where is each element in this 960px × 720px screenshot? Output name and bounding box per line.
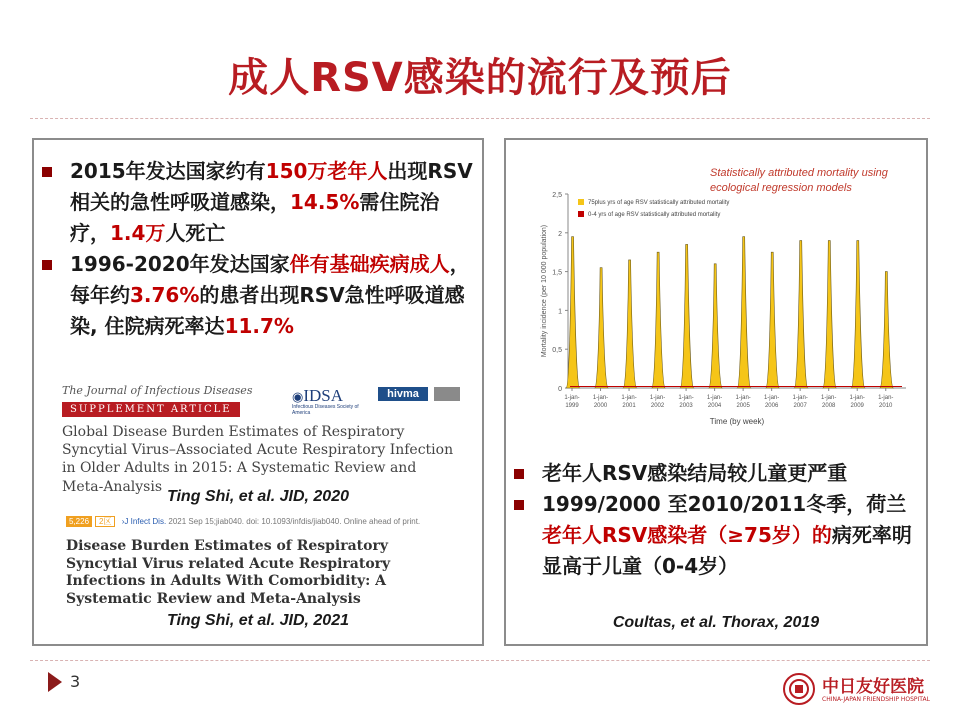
citation-count-badge: 5,226 [66, 516, 92, 527]
bullet-highlight: 伴有基础疾病成人 [289, 252, 450, 276]
bullet-highlight: 3.76% [130, 283, 200, 307]
x-tick-label: 2002 [650, 403, 665, 409]
arrow-icon: › [121, 517, 125, 526]
bullet-text: 需住院治疗， [70, 190, 440, 245]
bullet-highlight: 1.4万 [110, 221, 166, 245]
y-tick-label: 0,5 [552, 347, 562, 355]
left-bullets [40, 156, 476, 342]
paper-1-title: Global Disease Burden Estimates of Respiratory Syncytial Virus–Associated Acute Respiratory Infection in Older Adults in 2015: A Systematic Review and Meta-Analysis [62, 424, 454, 495]
y-tick-label: 2 [558, 230, 562, 238]
x-tick-label: 1-jan- [763, 395, 780, 401]
hivma-logo [378, 387, 428, 401]
mortality-chart-svg [520, 158, 916, 448]
x-tick-label: 1-jan- [649, 395, 666, 401]
x-tick-label: 1-jan- [735, 395, 751, 401]
bullet-highlight: 150万老年人 [265, 159, 388, 183]
hospital-emblem-icon [782, 672, 816, 706]
slide-title: 成人RSV感染的流行及预后 [228, 55, 732, 101]
y-tick-label: 2,5 [552, 192, 562, 199]
left-bullet-1 [40, 156, 476, 249]
chart-annotation: Statistically attributed mortality using ecological regression models [710, 167, 888, 194]
idsa-logo-subtext: Infectious Diseases Society of America [292, 404, 359, 416]
supplement-badge: SUPPLEMENT ARTICLE [62, 402, 240, 417]
peak-75plus [794, 241, 807, 388]
x-tick-label: 2000 [593, 403, 608, 409]
bullet-square-icon [42, 260, 52, 270]
x-tick-label: 1-jan- [878, 395, 894, 401]
peak-75plus [766, 252, 779, 388]
hospital-name-cn: 中日友好医院 [822, 677, 924, 697]
bullet-text: ，每年约 [70, 252, 470, 307]
paper-2-ref [66, 516, 466, 527]
x-tick-label: 2003 [679, 403, 693, 409]
gray-logo [434, 387, 460, 401]
right-bullets [512, 458, 912, 582]
bullet-text: 出现RSV相关的急性呼吸道感染， [70, 159, 473, 214]
citation-3: Coultas, et al. Thorax, 2019 [612, 614, 820, 631]
bullet-text: 1996-2020年发达国家 [70, 252, 290, 276]
bullet-square-icon [514, 469, 524, 479]
x-tick-label: 1-jan- [621, 395, 637, 401]
peak-75plus [880, 272, 893, 388]
bullet-square-icon [42, 167, 52, 177]
x-tick-label: 1-jan- [564, 395, 580, 401]
left-bullet-2 [40, 249, 476, 342]
bullet-text: 人死亡 [165, 221, 226, 245]
right-bullet-1 [512, 458, 912, 489]
bullet-highlight: 老年人RSV感染者（≥75岁）的 [542, 523, 832, 547]
legend-swatch [578, 199, 584, 205]
journal-link[interactable]: J Infect Dis. [124, 517, 167, 526]
bullet-highlight: 14.5% [290, 190, 360, 214]
y-tick-label: 0 [558, 386, 562, 393]
x-tick-label: 1-jan- [792, 395, 808, 401]
page-number: 3 [70, 672, 81, 691]
peak-75plus [595, 268, 608, 388]
x-tick-label: 1-jan- [849, 395, 865, 401]
paper-2-title: Disease Burden Estimates of Respiratory Syncytial Virus related Acute Respiratory Infections in Adults With Comorbidity: A Systematic Review and Meta-Analysis [66, 538, 391, 607]
x-tick-label: 2007 [793, 403, 807, 409]
legend-swatch [578, 211, 584, 217]
x-tick-label: 1999 [565, 403, 579, 409]
y-axis-label: Mortality incidence (per 10 000 population) [541, 224, 548, 358]
right-panel [504, 138, 928, 646]
bullet-text: 1999/2000 至2010/2011冬季，荷兰 [542, 492, 907, 516]
x-axis-label: Time (by week) [709, 417, 765, 426]
y-tick-label: 1,5 [552, 269, 562, 277]
bullet-text: 2015年发达国家约有 [70, 159, 266, 183]
peak-75plus [680, 244, 693, 388]
right-bullet-2 [512, 489, 912, 582]
citation-2: Ting Shi, et al. JID, 2021 [167, 612, 349, 629]
idsa-logo-text: IDSA [303, 386, 344, 405]
bullet-text: 病死率明显高于儿童（0-4岁） [542, 523, 912, 578]
journal-name: The Journal of Infectious Diseases [62, 384, 253, 397]
x-tick-label: 2009 [850, 403, 864, 409]
bullet-text: 的患者出现RSV急性呼吸道感染, 住院病死率达 [70, 283, 465, 338]
peak-75plus [737, 237, 750, 388]
x-tick-label: 2005 [736, 403, 750, 409]
hospital-logo [782, 672, 942, 708]
bottom-divider [30, 660, 930, 661]
x-tick-label: 1-jan- [706, 395, 723, 401]
legend-label: 0-4 yrs of age RSV statistically attributed mortality [588, 212, 721, 218]
peak-75plus [852, 241, 865, 388]
peak-75plus [709, 264, 722, 388]
legend-label: 75plus yrs of age RSV statistically attributed mortality [588, 200, 730, 206]
x-tick-label: 1-jan- [592, 395, 609, 401]
top-divider [30, 118, 930, 119]
doi-text: 2021 Sep 15;jiab040. doi: 10.1093/infdis/jiab040. Online ahead of print. [166, 517, 421, 526]
citation-1: Ting Shi, et al. JID, 2020 [167, 488, 349, 505]
hivma-logo-text: hivma [387, 388, 419, 400]
left-panel [32, 138, 484, 646]
journal-zone-badge: 2区 [95, 516, 115, 527]
play-triangle-icon [48, 672, 62, 692]
peak-75plus [652, 252, 665, 388]
peak-75plus [623, 260, 636, 388]
bullet-text: 老年人RSV感染结局较儿童更严重 [542, 461, 848, 485]
bullet-highlight: 11.7% [224, 314, 294, 338]
peak-75plus [823, 241, 836, 388]
x-tick-label: 2004 [707, 403, 722, 409]
x-tick-label: 2001 [622, 403, 636, 409]
x-tick-label: 1-jan- [821, 395, 837, 401]
idsa-logo: ◉IDSA Infectious Diseases Society of America [292, 386, 372, 416]
x-tick-label: 2010 [879, 403, 893, 409]
mortality-chart [520, 158, 916, 448]
x-tick-label: 1-jan- [678, 395, 694, 401]
x-tick-label: 2008 [822, 403, 836, 409]
x-tick-label: 2006 [764, 403, 779, 409]
hospital-name-en: CHINA-JAPAN FRIENDSHIP HOSPITAL [822, 696, 930, 703]
bullet-square-icon [514, 500, 524, 510]
y-tick-label: 1 [558, 308, 562, 316]
